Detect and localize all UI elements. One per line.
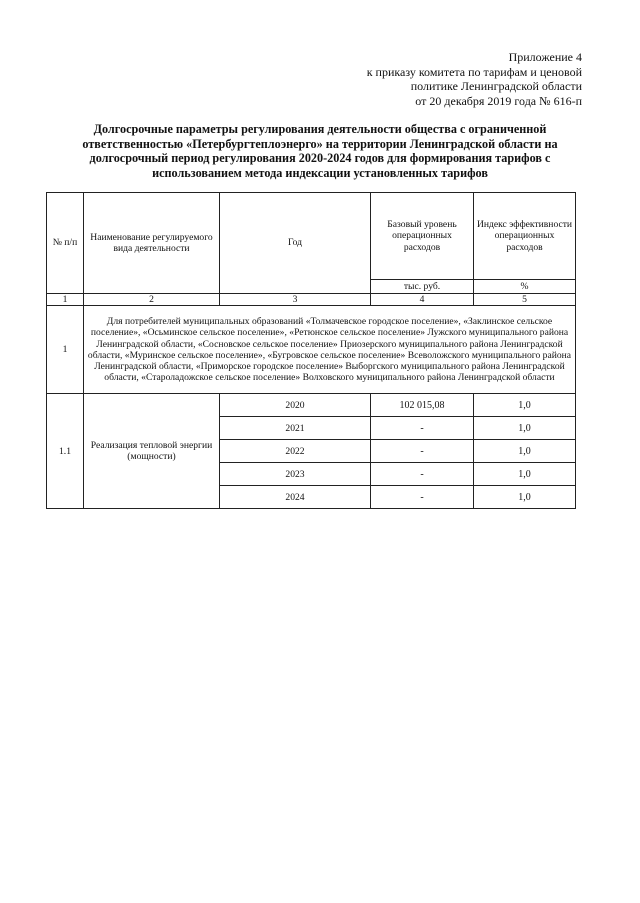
- row-efficiency-index: 1,0: [474, 417, 576, 440]
- table-header-row: [47, 193, 576, 280]
- column-number: 3: [220, 294, 371, 306]
- appendix-title: Приложение 4: [508, 50, 582, 64]
- row-base-level: 102 015,08: [371, 394, 474, 417]
- appendix-date-line: от 20 декабря 2019 года № 616-п: [415, 93, 582, 108]
- column-numbers-row: [47, 294, 576, 306]
- appendix-committee-line: политике Ленинградской области: [410, 79, 582, 93]
- row-year: 2022: [220, 440, 371, 463]
- row-year: 2021: [220, 417, 371, 440]
- parameters-table: [46, 192, 576, 509]
- row-base-level: -: [371, 440, 474, 463]
- header-base-level: Базовый уровень операционных расходов: [371, 193, 474, 280]
- header-year: Год: [220, 193, 371, 294]
- row-efficiency-index: 1,0: [474, 394, 576, 417]
- region-row: [47, 306, 576, 394]
- activity-num: 1.1: [47, 394, 84, 509]
- appendix-order-line: к приказу комитета по тарифам и ценовой: [366, 64, 582, 79]
- unit-base: тыс. руб.: [371, 280, 474, 294]
- row-base-level: -: [371, 463, 474, 486]
- column-number: 5: [474, 294, 576, 306]
- column-number: 1: [47, 294, 84, 306]
- row-base-level: -: [371, 417, 474, 440]
- row-base-level: -: [371, 486, 474, 509]
- table-row: [47, 394, 576, 417]
- row-efficiency-index: 1,0: [474, 463, 576, 486]
- header-activity: Наименование регулируемого вида деятельности: [84, 193, 220, 294]
- column-number: 4: [371, 294, 474, 306]
- row-efficiency-index: 1,0: [474, 440, 576, 463]
- region-num: 1: [47, 306, 84, 394]
- row-efficiency-index: 1,0: [474, 486, 576, 509]
- column-number: 2: [84, 294, 220, 306]
- row-year: 2023: [220, 463, 371, 486]
- header-num: № п/п: [47, 193, 84, 294]
- unit-index: %: [474, 280, 576, 294]
- activity-name: Реализация тепловой энергии (мощности): [84, 394, 220, 509]
- appendix-block: [332, 50, 582, 108]
- region-description: Для потребителей муниципальных образований «Толмачевское городское поселение», «Заклинское сельское поселение», «Осьминское сельское поселение», «Ретюнское сельское поселение» Лужского муниципального района Ленинградской области, «Сосновское сельское поселение» Приозерского муниципального района Ленинградской области, «Муринское сельское поселение», «Бугровское сельское поселение» Всеволожского муниципального района Ленинградской области, «Приморское городское поселение» Выборгского муниципального района Ленинградской области, «Староладожское сельское поселение» Волховского муниципального района Ленинградской области: [84, 306, 576, 394]
- row-year: 2020: [220, 394, 371, 417]
- header-efficiency-index: Индекс эффективности операционных расходов: [474, 193, 576, 280]
- row-year: 2024: [220, 486, 371, 509]
- document-title: Долгосрочные параметры регулирования деятельности общества с ограниченной ответственностью «Петербургтеплоэнерго» на территории Ленинградской области на долгосрочный период регулирования 2020-2024 годов для формирования тарифов с использованием метода индексации установленных тарифов: [82, 122, 558, 180]
